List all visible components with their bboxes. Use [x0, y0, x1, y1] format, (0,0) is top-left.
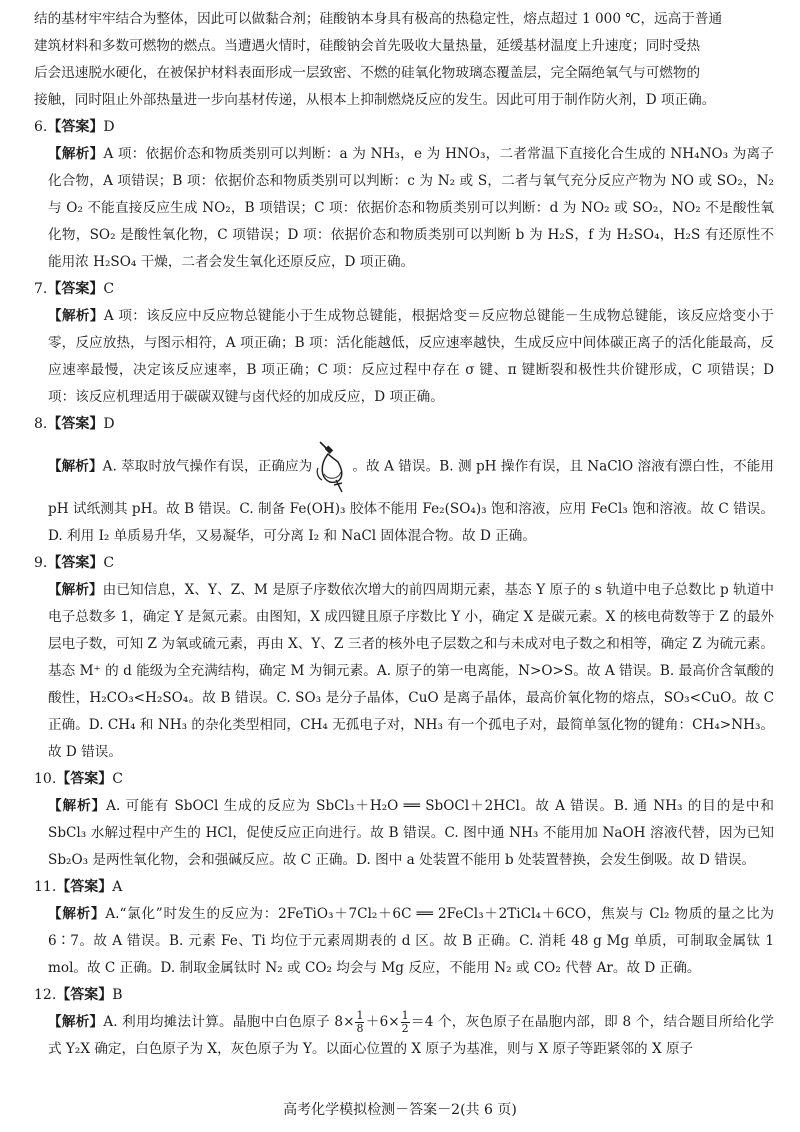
intro-line-3: 后会迅速脱水硬化，在被保护材料表面形成一层致密、不燃的硅氧化物玻璃态覆盖层，完全隔绝氧气与可燃物的 — [34, 65, 701, 81]
q11-analysis — [34, 901, 774, 982]
analysis-label: 【解析】 — [48, 458, 103, 475]
intro-line-4: 接触，同时阻止外部热量进一步向基材传递，从根本上抑制燃烧反应的发生。因此可用于制作防火剂，D 项正确。 — [34, 92, 716, 108]
analysis-label: 【解析】 — [48, 906, 106, 922]
q7-answer: C — [103, 281, 115, 297]
analysis-label: 【解析】 — [48, 1014, 104, 1030]
q12-analysis — [34, 1009, 774, 1063]
q9-number: 9. — [34, 555, 48, 571]
answer-page — [34, 6, 774, 1063]
q9-analysis-text: 由已知信息，X、Y、Z、M 是原子序数依次增大的前四周期元素，基态 Y 原子的 s 轨道中电子总数比 p 轨道中电子总数多 1，确定 Y 是氮元素。由图知，X 成四键且原子序数比 Y 小，确定 X 是碳元素。X 的核电荷数等于 Z 的最外层电子数，可知 Z 为氧或硫元素，再由 X、Y、Z 三者的核外电子层数之和与未成对电子数之和相等，确定 Z 为硫元素。基态 M⁺ 的 d 能级为全充满结构，确定 M 为铜元素。A. 原子的第一电离能，N>O>S。故 A 错误。B. 最高价含氧酸的酸性，H₂CO₃<H₂SO₄。故 B 错误。C. SO₃ 是分子晶体，CuO 是离子晶体，最高价氧化物的熔点，SO₃<CuO。故 C 正确。D. CH₄ 和 NH₃ 的杂化类型相同，CH₄ 无孤电子对，NH₃ 有一个孤电子对，最简单氢化物的键角：CH₄>NH₃。故 D 错误。 — [48, 582, 774, 760]
q6-analysis — [34, 141, 774, 276]
analysis-label: 【解析】 — [48, 146, 104, 162]
fraction-numerator: 1 — [401, 1009, 409, 1022]
q6-answer-line — [34, 114, 774, 141]
analysis-label: 【解析】 — [48, 308, 104, 324]
q6-answer: D — [103, 119, 115, 135]
fraction-one-eighth — [355, 1010, 364, 1035]
answer-label: 【答案】 — [47, 416, 104, 432]
q8-number: 8. — [34, 416, 48, 432]
q10-answer-line — [34, 766, 774, 793]
analysis-label: 【解析】 — [48, 582, 103, 598]
q11-number: 11. — [34, 879, 57, 895]
fraction-denominator: 2 — [401, 1022, 409, 1035]
q6-number: 6. — [34, 119, 48, 135]
q11-analysis-text: A.“氯化”时发生的反应为：2FeTiO₃＋7Cl₂＋6C ══ 2FeCl₃＋2TiCl₄＋6CO，焦炭与 Cl₂ 物质的量之比为 6∶7。故 A 错误。B. 元素 Fe、Ti 均位于元素周期表的 d 区。故 B 正确。C. 消耗 48 g Mg 单质，可制取金属钛 1 mol。故 C 正确。D. 制取金属钛时 N₂ 或 CO₂ 均会与 Mg 反应，不能用 N₂ 或 CO₂ 代替 Ar。故 D 正确。 — [48, 906, 774, 976]
intro-block — [34, 6, 774, 114]
answer-label: 【答案】 — [47, 281, 104, 297]
q12-number: 12. — [34, 987, 57, 1003]
q12-answer: B — [112, 987, 123, 1003]
fraction-numerator: 1 — [356, 1009, 364, 1022]
q11-answer: A — [112, 879, 123, 895]
intro-line-1: 结的基材牢牢结合为整体，因此可以做黏合剂；硅酸钠本身具有极高的热稳定性，熔点超过 1 000 ℃，远高于普通 — [34, 11, 723, 27]
q7-analysis-text: A 项：该反应中反应物总键能小于生成物总键能，根据焓变＝反应物总键能－生成物总键能，该反应焓变小于零，反应放热，与图示相符，A 项正确；B 项：活化能越低，反应速率越快，生成反应中间体碳正离子的活化能最高，反应速率最慢，决定该反应速率，B 项正确；C 项：反应过程中存在 σ 键、π 键断裂和极性共价键形成，C 项错误；D 项：该反应机理适用于碳碳双键与卤代烃的加成反应，D 项正确。 — [48, 308, 775, 405]
page-footer: 高考化学模拟检测－答案－2(共 6 页) — [283, 1102, 517, 1118]
q9-answer: C — [103, 555, 115, 571]
q8-analysis-text-a: A. 萃取时放气操作有误，正确应为 — [102, 458, 313, 475]
q11-answer-line — [34, 874, 774, 901]
q12-answer-line — [34, 982, 774, 1009]
q6-analysis-text: A 项：依据价态和物质类别可以判断：a 为 NH₃，e 为 HNO₃，二者常温下直接化合生成的 NH₄NO₃ 为离子化合物，A 项错误；B 项：依据价态和物质类别可以判断：c 为 N₂ 或 S，二者与氧气充分反应产物为 NO 或 SO₂，N₂ 与 O₂ 不能直接反应生成 NO₂，B 项错误；C 项：依据价态和物质类别可以判断：d 为 NO₂ 或 SO₂，NO₂ 不是酸性氧化物，SO₂ 是酸性氧化物，C 项错误；D 项：依据价态和物质类别可以判断 b 为 H₂S，f 为 H₂SO₄，H₂S 有还原性不能用浓 H₂SO₄ 干燥，二者会发生氧化还原反应，D 项正确。 — [48, 146, 774, 270]
q7-analysis — [34, 303, 774, 411]
answer-label: 【答案】 — [56, 987, 113, 1003]
q8-answer: D — [103, 416, 115, 432]
q10-analysis-text: A. 可能有 SbOCl 生成的反应为 SbCl₃＋H₂O ══ SbOCl＋2HCl。故 A 错误。B. 通 NH₃ 的目的是中和 SbCl₃ 水解过程中产生的 HCl，促使反应正向进行。故 B 错误。C. 图中通 NH₃ 不能用加 NaOH 溶液代替，因为已知 Sb₂O₃ 是两性氧化物，会和强碱反应。故 C 正确。D. 图中 a 处装置不能用 b 处装置替换，会发生倒吸。故 D 错误。 — [48, 798, 775, 868]
q10-analysis — [34, 793, 774, 874]
q8-analysis — [34, 438, 774, 550]
q9-analysis — [34, 577, 774, 766]
intro-line-2: 建筑材料和多数可燃物的燃点。当遭遇火情时，硅酸钠会首先吸收大量热量，延缓基材温度上升速度；同时受热 — [34, 38, 701, 54]
q9-answer-line — [34, 550, 774, 577]
separatory-funnel-icon — [314, 438, 350, 496]
q7-number: 7. — [34, 281, 48, 297]
q7-answer-line — [34, 276, 774, 303]
answer-label: 【答案】 — [56, 879, 113, 895]
q12-analysis-text-a: A. 利用均摊法计算。晶胞中白色原子 8× — [103, 1014, 355, 1030]
q10-number: 10. — [34, 771, 57, 787]
q12-analysis-text-c: ＝4 个，灰色原子在晶胞内部，即 8 个，结合题目所给化学式 Y₂X 确定，白色原子为 X，灰色原子为 Y。以面心位置的 X 原子为基准，则与 X 原子等距紧邻的 X 原子 — [48, 1014, 775, 1057]
q8-analysis-text-b: 。故 A 错误。B. 测 pH 操作有误，且 NaClO 溶液有漂白性，不能用 — [352, 458, 774, 475]
q8-answer-line — [34, 411, 774, 438]
q12-analysis-text-b: ＋6× — [365, 1014, 400, 1030]
answer-label: 【答案】 — [47, 119, 104, 135]
q8-analysis-text-c: pH 试纸测其 pH。故 B 错误。C. 制备 Fe(OH)₃ 胶体不能用 Fe₂(SO₄)₃ 饱和溶液，应用 FeCl₃ 饱和溶液。故 C 错误。D. 利用 I₂ 单质易升华，又易凝华，可分离 I₂ 和 NaCl 固体混合物。故 D 正确。 — [48, 501, 774, 544]
fraction-one-half — [401, 1010, 410, 1035]
answer-label: 【答案】 — [47, 555, 104, 571]
analysis-label: 【解析】 — [48, 798, 107, 814]
answer-label: 【答案】 — [56, 771, 113, 787]
q10-answer: C — [112, 771, 123, 787]
fraction-denominator: 8 — [356, 1022, 364, 1035]
